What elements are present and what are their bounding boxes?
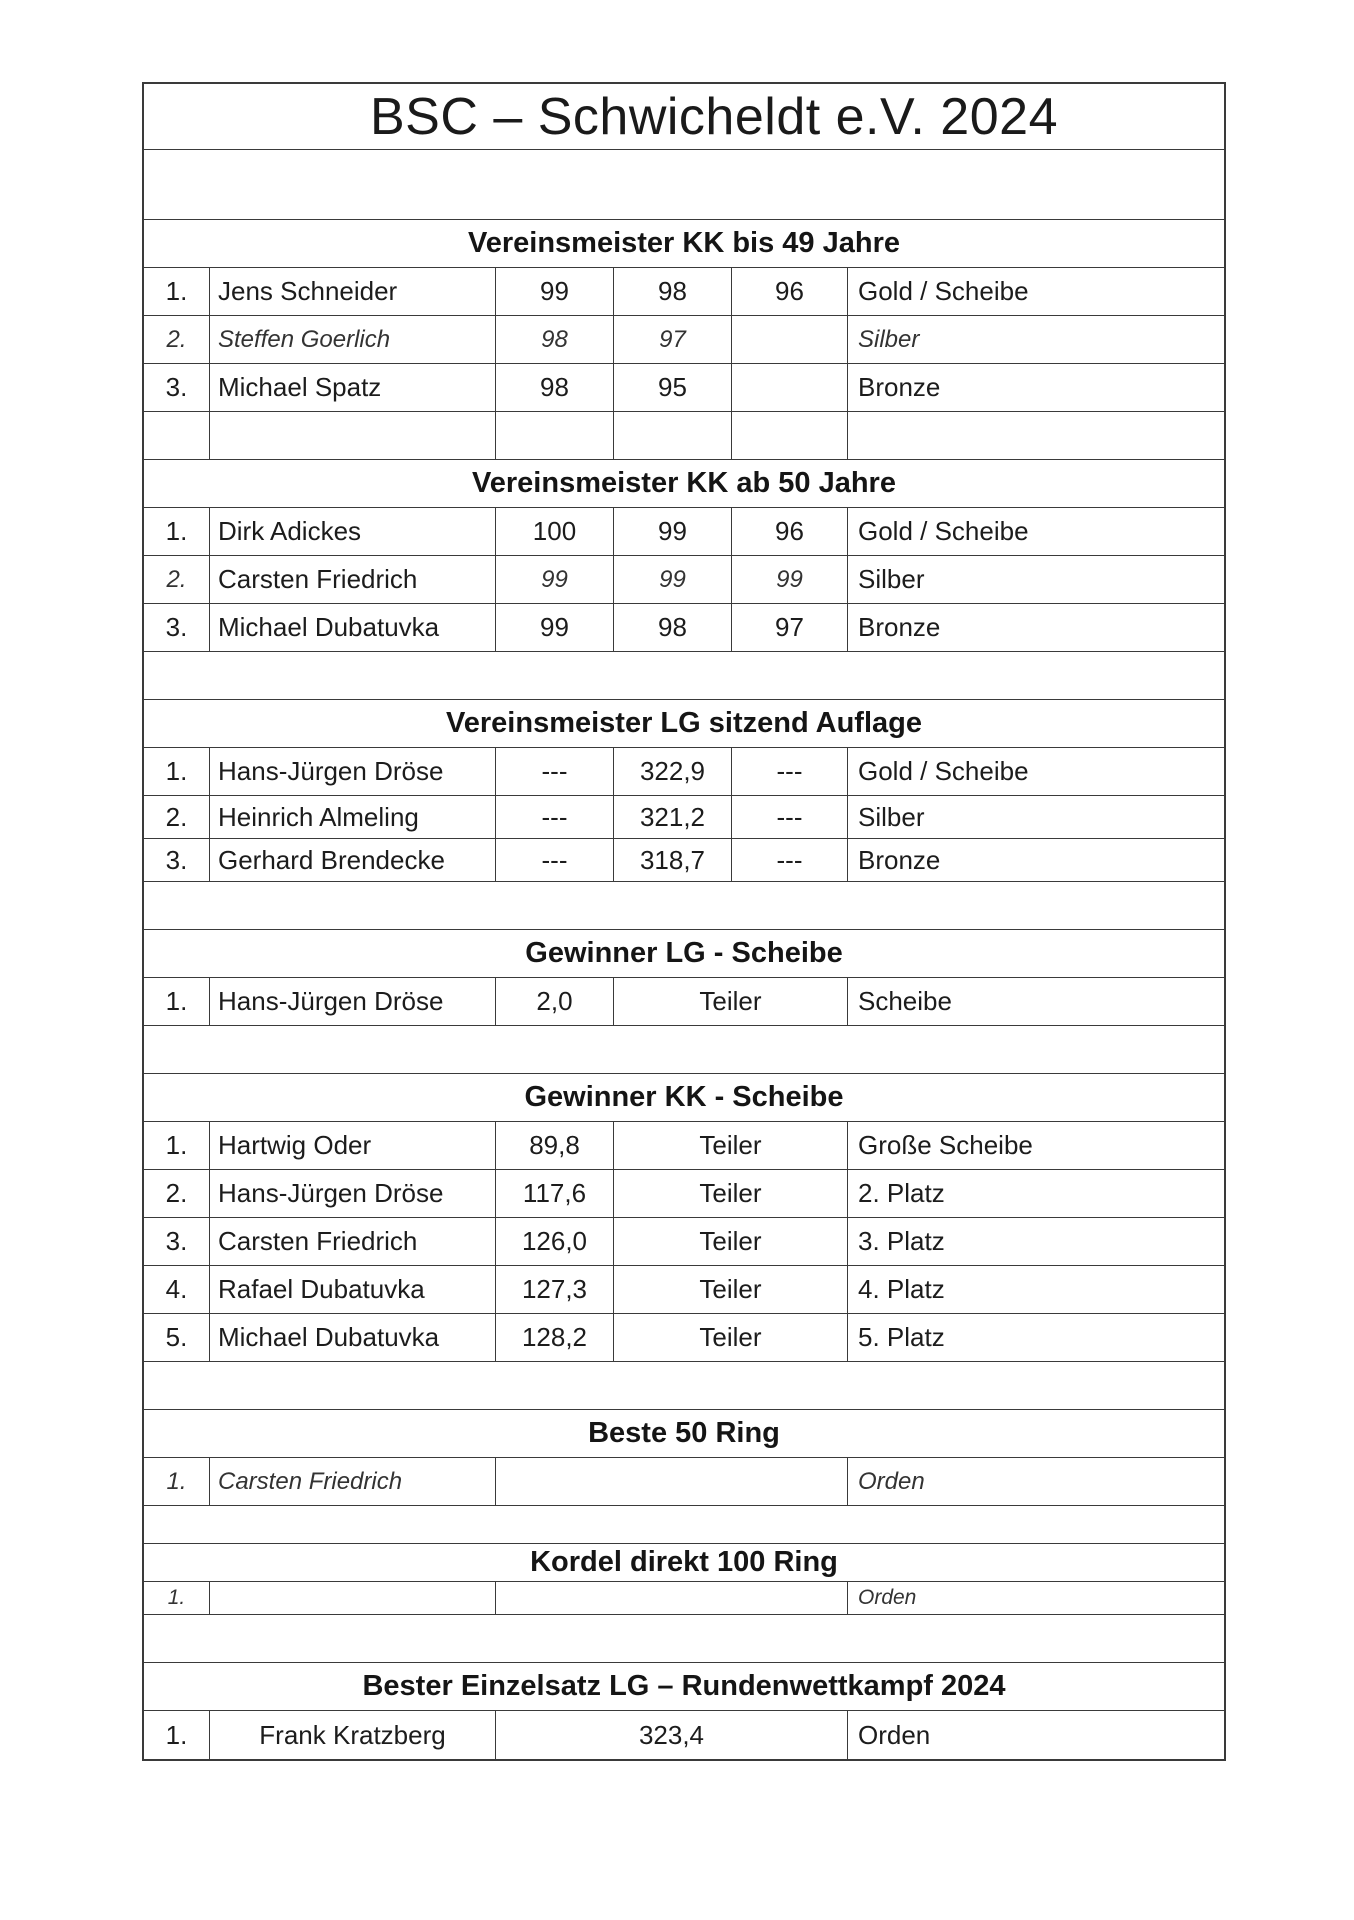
name-cell: Gerhard Brendecke: [210, 839, 496, 881]
score-cell: ---: [496, 748, 614, 795]
table-row: [144, 364, 1224, 412]
rank-cell: 3.: [144, 604, 210, 651]
table-row: [144, 1170, 1224, 1218]
score-cell: 99: [614, 556, 732, 603]
document-title: BSC – Schwicheldt e.V. 2024: [369, 87, 1058, 146]
unit-cell: Teiler: [614, 1122, 848, 1169]
prize-cell: Silber: [858, 325, 920, 353]
unit-cell: Teiler: [614, 1218, 848, 1265]
name-cell: Hans-Jürgen Dröse: [210, 1170, 496, 1217]
teiler-value-cell: 127,3: [496, 1266, 614, 1313]
rank-cell: 1.: [144, 268, 210, 315]
section-heading: [144, 460, 1224, 508]
prize-cell: 2. Platz: [858, 1178, 945, 1208]
section-heading: [144, 930, 1224, 978]
section-heading: [144, 1074, 1224, 1122]
name-cell: Carsten Friedrich: [210, 1458, 496, 1505]
name-cell: Hartwig Oder: [210, 1122, 496, 1169]
rank-cell: 2.: [144, 1170, 210, 1217]
section-title: Kordel direkt 100 Ring: [530, 1546, 838, 1578]
prize-cell: Gold / Scheibe: [858, 516, 1029, 546]
name-cell: Steffen Goerlich: [210, 316, 496, 363]
name-cell: [210, 1582, 496, 1614]
rank-cell: 1.: [144, 1582, 210, 1614]
empty-cell: [496, 1458, 848, 1505]
unit-cell: Teiler: [614, 1170, 848, 1217]
score-cell: 97: [614, 316, 732, 363]
rank-cell: 1.: [144, 748, 210, 795]
prize-cell: 3. Platz: [858, 1226, 945, 1256]
rank-cell: 3.: [144, 364, 210, 411]
score-cell: 96: [732, 508, 848, 555]
rank-cell: 2.: [144, 316, 210, 363]
rank-cell: 1.: [144, 508, 210, 555]
empty-cell: [210, 412, 496, 459]
results-table: [142, 82, 1226, 1761]
rank-cell: 2.: [144, 556, 210, 603]
teiler-value-cell: 126,0: [496, 1218, 614, 1265]
score-cell: 99: [496, 604, 614, 651]
score-cell: ---: [732, 796, 848, 838]
section-heading: [144, 1663, 1224, 1711]
section-title: Vereinsmeister LG sitzend Auflage: [446, 707, 922, 739]
name-cell: Jens Schneider: [210, 268, 496, 315]
blank-table-row: [144, 412, 1224, 460]
score-cell: 323,4: [496, 1711, 848, 1759]
teiler-value-cell: 128,2: [496, 1314, 614, 1361]
prize-cell: Bronze: [858, 372, 941, 402]
name-cell: Michael Dubatuvka: [210, 604, 496, 651]
teiler-value-cell: 117,6: [496, 1170, 614, 1217]
prize-cell: Scheibe: [858, 986, 952, 1016]
blank-row: [144, 1615, 1224, 1663]
empty-cell: [848, 412, 1224, 459]
rank-cell: 1.: [144, 1122, 210, 1169]
table-row: [144, 1122, 1224, 1170]
section-heading: [144, 1544, 1224, 1582]
prize-cell: Orden: [858, 1586, 917, 1609]
prize-cell: Orden: [858, 1719, 931, 1750]
teiler-value-cell: 2,0: [496, 978, 614, 1025]
prize-cell: Orden: [858, 1467, 925, 1495]
table-row: [144, 839, 1224, 882]
empty-cell: [496, 1582, 848, 1614]
empty-cell: [496, 412, 614, 459]
empty-cell: [732, 412, 848, 459]
score-cell: 97: [732, 604, 848, 651]
section-title: Vereinsmeister KK bis 49 Jahre: [467, 227, 900, 259]
prize-cell: 4. Platz: [858, 1274, 945, 1304]
rank-cell: 1.: [144, 978, 210, 1025]
prize-cell: Silber: [858, 801, 925, 832]
blank-row: [144, 1506, 1224, 1544]
table-row: [144, 1582, 1224, 1615]
unit-cell: Teiler: [614, 1314, 848, 1361]
name-cell: Carsten Friedrich: [210, 1218, 496, 1265]
table-row: [144, 978, 1224, 1026]
section-title: Gewinner LG - Scheibe: [525, 937, 843, 969]
prize-cell: Gold / Scheibe: [858, 756, 1029, 786]
score-cell: 99: [732, 556, 848, 603]
rank-cell: 5.: [144, 1314, 210, 1361]
prize-cell: Bronze: [858, 612, 941, 642]
unit-cell: Teiler: [614, 1266, 848, 1313]
table-row: [144, 604, 1224, 652]
score-cell: ---: [496, 796, 614, 838]
name-cell: Frank Kratzberg: [210, 1711, 496, 1759]
score-cell: 99: [496, 556, 614, 603]
score-cell: 318,7: [614, 839, 732, 881]
score-cell: 95: [614, 364, 732, 411]
score-cell: ---: [496, 839, 614, 881]
score-cell: 98: [496, 364, 614, 411]
score-cell: 321,2: [614, 796, 732, 838]
section-heading: [144, 700, 1224, 748]
table-row: [144, 1711, 1224, 1759]
score-cell: 98: [614, 604, 732, 651]
score-cell: 100: [496, 508, 614, 555]
section-title: Vereinsmeister KK ab 50 Jahre: [472, 467, 896, 499]
rank-cell: 3.: [144, 839, 210, 881]
score-cell: [732, 316, 848, 363]
blank-row: [144, 882, 1224, 930]
table-row: [144, 796, 1224, 839]
section-heading: [144, 1410, 1224, 1458]
name-cell: Dirk Adickes: [210, 508, 496, 555]
table-row: [144, 1458, 1224, 1506]
table-row: [144, 508, 1224, 556]
blank-row: [144, 1362, 1224, 1410]
score-cell: 99: [614, 508, 732, 555]
blank-row: [144, 1026, 1224, 1074]
table-row: [144, 556, 1224, 604]
score-cell: 322,9: [614, 748, 732, 795]
score-cell: 99: [496, 268, 614, 315]
score-cell: 96: [732, 268, 848, 315]
name-cell: Hans-Jürgen Dröse: [210, 748, 496, 795]
rank-cell: 4.: [144, 1266, 210, 1313]
prize-cell: Große Scheibe: [858, 1130, 1033, 1160]
table-row: [144, 748, 1224, 796]
title-row: [144, 84, 1224, 150]
table-row: [144, 268, 1224, 316]
rank-cell: 2.: [144, 796, 210, 838]
name-cell: Carsten Friedrich: [210, 556, 496, 603]
empty-cell: [614, 412, 732, 459]
empty-cell: [144, 412, 210, 459]
name-cell: Hans-Jürgen Dröse: [210, 978, 496, 1025]
rank-cell: 1.: [144, 1458, 210, 1505]
name-cell: Michael Spatz: [210, 364, 496, 411]
rank-cell: 1.: [144, 1711, 210, 1759]
section-title: Beste 50 Ring: [588, 1417, 780, 1449]
rank-cell: 3.: [144, 1218, 210, 1265]
name-cell: Michael Dubatuvka: [210, 1314, 496, 1361]
table-row: [144, 1266, 1224, 1314]
score-cell: 98: [614, 268, 732, 315]
blank-row: [144, 652, 1224, 700]
table-row: [144, 1314, 1224, 1362]
prize-cell: 5. Platz: [858, 1322, 945, 1352]
name-cell: Heinrich Almeling: [210, 796, 496, 838]
unit-cell: Teiler: [614, 978, 848, 1025]
prize-cell: Silber: [858, 564, 925, 594]
prize-cell: Bronze: [858, 844, 941, 875]
teiler-value-cell: 89,8: [496, 1122, 614, 1169]
name-cell: Rafael Dubatuvka: [210, 1266, 496, 1313]
score-cell: 98: [496, 316, 614, 363]
section-title: Bester Einzelsatz LG – Rundenwettkampf 2024: [362, 1670, 1006, 1702]
score-cell: ---: [732, 748, 848, 795]
blank-row: [144, 150, 1224, 220]
prize-cell: Gold / Scheibe: [858, 276, 1029, 306]
section-title: Gewinner KK - Scheibe: [524, 1081, 844, 1113]
section-heading: [144, 220, 1224, 268]
table-row: [144, 1218, 1224, 1266]
table-row: [144, 316, 1224, 364]
score-cell: ---: [732, 839, 848, 881]
score-cell: [732, 364, 848, 411]
